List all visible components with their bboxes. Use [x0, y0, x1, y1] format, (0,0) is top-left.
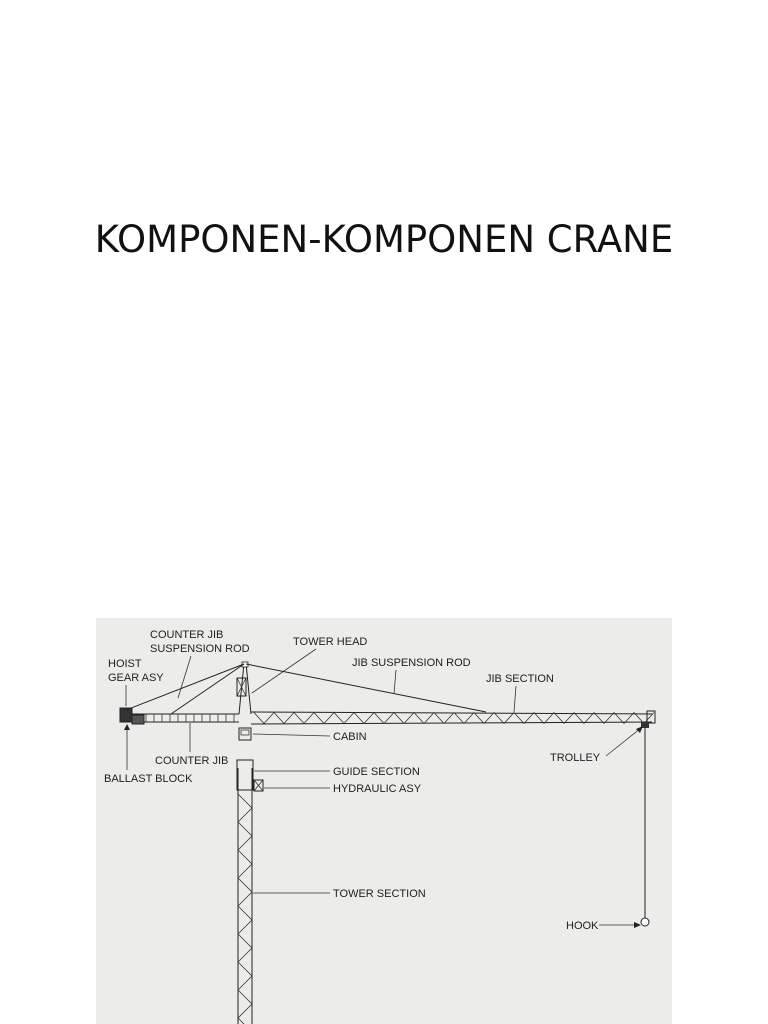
- hook: [641, 918, 649, 926]
- label-ballast-block: BALLAST BLOCK: [104, 773, 193, 785]
- label-hoist-2: GEAR ASY: [108, 672, 164, 684]
- counter-jib-suspension-rod: [126, 664, 244, 710]
- label-counter-jib-suspension-rod-1: COUNTER JIB: [150, 629, 224, 641]
- label-tower-section: TOWER SECTION: [333, 888, 426, 900]
- crane-diagram: [96, 618, 672, 1024]
- label-jib-suspension-rod: JIB SUSPENSION ROD: [352, 657, 471, 669]
- label-hydraulic-asy: HYDRAULIC ASY: [333, 783, 422, 795]
- label-guide-section: GUIDE SECTION: [333, 766, 420, 778]
- crane-diagram-svg: [96, 618, 672, 1024]
- jib-section: [251, 711, 655, 724]
- label-cabin: CABIN: [333, 731, 367, 743]
- label-trolley: TROLLEY: [550, 752, 601, 764]
- label-counter-jib: COUNTER JIB: [155, 755, 229, 767]
- slide-title: KOMPONEN-KOMPONEN CRANE: [94, 218, 674, 261]
- hoist-gear: [120, 708, 132, 722]
- ballast-block: [132, 715, 144, 724]
- label-counter-jib-suspension-rod-2: SUSPENSION ROD: [150, 643, 250, 655]
- label-tower-head: TOWER HEAD: [293, 636, 368, 648]
- label-hoist-1: HOIST: [108, 658, 142, 670]
- guide-section: [237, 760, 253, 790]
- label-jib-section: JIB SECTION: [486, 673, 554, 685]
- tower-head: [237, 662, 251, 714]
- jib-suspension-rod: [246, 664, 486, 712]
- label-hook: HOOK: [566, 920, 599, 932]
- counter-jib-suspension-rod-2: [171, 664, 244, 714]
- tower-section: [238, 768, 252, 1024]
